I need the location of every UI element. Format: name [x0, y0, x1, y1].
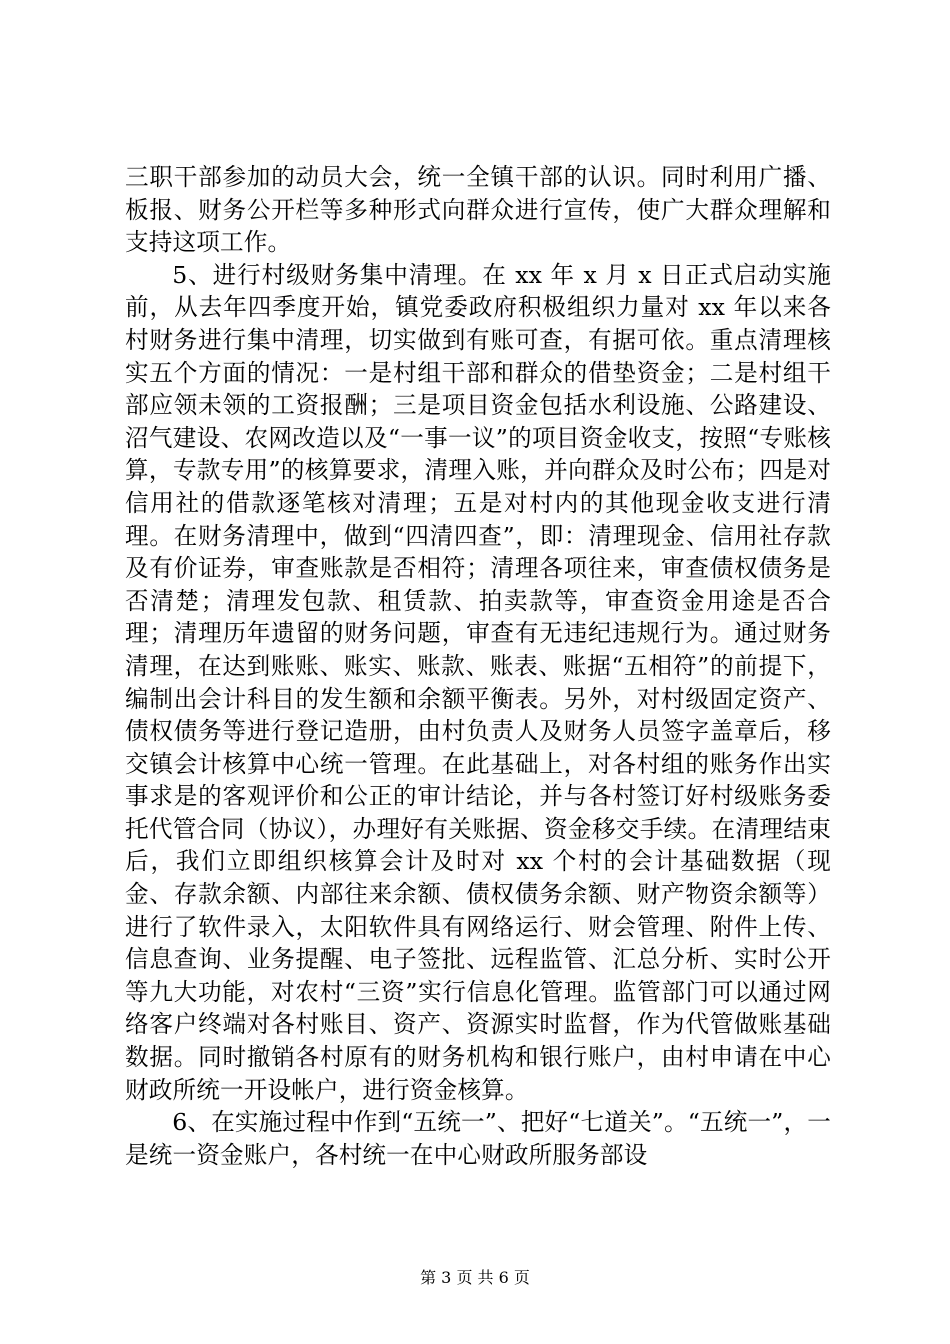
paragraph-1: 三职干部参加的动员大会，统一全镇干部的认识。同时利用广播、板报、财务公开栏等多种形式向群众进行宣传，使广大群众理解和支持这项工作。 [125, 163, 831, 257]
document-body [125, 161, 831, 1171]
paragraph-2: 5、进行村级财务集中清理。在 xx 年 x 月 x 日正式启动实施前，从去年四季度开始，镇党委政府积极组织力量对 xx 年以来各村财务进行集中清理，切实做到有账可查，有据可依。重点清理核实五个方面的情况：一是村组干部和群众的借垫资金；二是村组干部应领未领的工资报酬；三是项目资金包括水利设施、公路建设、沼气建设、农网改造以及“一事一议”的项目资金收支，按照“专账核算，专款专用”的核算要求，清理入账，并向群众及时公布；四是对信用社的借款逐笔核对清理；五是对村内的其他现金收支进行清理。在财务清理中，做到“四清四查”，即：清理现金、信用社存款及有价证券，审查账款是否相符；清理各项往来，审查债权债务是否清楚；清理发包款、租赁款、拍卖款等，审查资金用途是否合理；清理历年遗留的财务问题，审查有无违纪违规行为。通过财务清理，在达到账账、账实、账款、账表、账据“五相符”的前提下，编制出会计科目的发生额和余额平衡表。另外，对村级固定资产、债权债务等进行登记造册，由村负责人及财务人员签字盖章后，移交镇会计核算中心统一管理。在此基础上，对各村组的账务作出实事求是的客观评价和公正的审计结论，并与各村签订好村级账务委托代管合同（协议），办理好有关账据、资金移交手续。在清理结束后，我们立即组织核算会计及时对 xx 个村的会计基础数据（现金、存款余额、内部往来余额、债权债务余额、财产物资余额等）进行了软件录入，太阳软件具有网络运行、财会管理、附件上传、信息查询、业务提醒、电子签批、远程监管、汇总分析、实时公开等九大功能，对农村“三资”实行信息化管理。监管部门可以通过网络客户终端对各村账目、资产、资源实时监督，作为代管做账基础数据。同时撤销各村原有的财务机构和银行账户，由村申请在中心财政所统一开设帐户，进行资金核算。 [125, 260, 831, 1104]
page-footer: 第 3 页 共 6 页 [420, 1268, 530, 1287]
paragraph-3: 6、在实施过程中作到“五统一”、把好“七道关”。“五统一”，一是统一资金账户，各村统一在中心财政所服务部设 [125, 1108, 831, 1169]
